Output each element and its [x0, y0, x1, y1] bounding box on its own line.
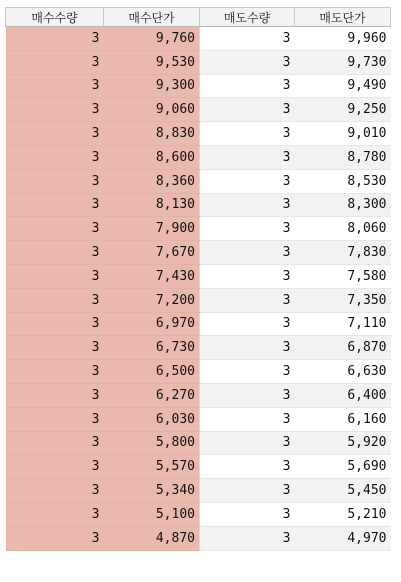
buy-qty-cell: 3	[6, 50, 104, 74]
table-row[interactable]	[6, 526, 391, 550]
sell-qty-cell: 3	[200, 98, 295, 122]
sell-price-cell: 6,870	[295, 336, 391, 360]
table-row[interactable]	[6, 145, 391, 169]
buy-qty-cell: 3	[6, 288, 104, 312]
sell-price-cell: 5,920	[295, 431, 391, 455]
buy-price-cell: 9,530	[104, 50, 200, 74]
buy-qty-cell: 3	[6, 98, 104, 122]
order-rows	[6, 27, 391, 551]
order-grid	[5, 7, 390, 551]
buy-price-cell: 5,800	[104, 431, 200, 455]
buy-price-cell: 8,130	[104, 193, 200, 217]
buy-qty-cell: 3	[6, 312, 104, 336]
sell-qty-cell: 3	[200, 502, 295, 526]
table-row[interactable]	[6, 288, 391, 312]
buy-qty-cell: 3	[6, 407, 104, 431]
buy-price-cell: 6,030	[104, 407, 200, 431]
table-row[interactable]	[6, 407, 391, 431]
buy-price-cell: 9,060	[104, 98, 200, 122]
table-row[interactable]	[6, 336, 391, 360]
buy-price-cell: 7,900	[104, 217, 200, 241]
sell-price-cell: 9,010	[295, 122, 391, 146]
buy-qty-cell: 3	[6, 502, 104, 526]
buy-price-cell: 9,300	[104, 74, 200, 98]
sell-price-cell: 9,490	[295, 74, 391, 98]
sell-qty-cell: 3	[200, 383, 295, 407]
sell-price-cell: 6,400	[295, 383, 391, 407]
buy-qty-cell: 3	[6, 526, 104, 550]
buy-qty-cell: 3	[6, 360, 104, 384]
table-row[interactable]	[6, 50, 391, 74]
sell-qty-cell: 3	[200, 431, 295, 455]
table-row[interactable]	[6, 502, 391, 526]
buy-price-cell: 5,570	[104, 455, 200, 479]
order-table	[5, 7, 391, 551]
buy-price-cell: 6,270	[104, 383, 200, 407]
table-row[interactable]	[6, 98, 391, 122]
buy-price-cell: 8,830	[104, 122, 200, 146]
buy-qty-cell: 3	[6, 479, 104, 503]
buy-price-cell: 9,760	[104, 27, 200, 51]
sell-price-cell: 8,060	[295, 217, 391, 241]
buy-qty-cell: 3	[6, 241, 104, 265]
sell-price-cell: 8,300	[295, 193, 391, 217]
buy-price-cell: 7,430	[104, 264, 200, 288]
buy-qty-cell: 3	[6, 74, 104, 98]
table-row[interactable]	[6, 122, 391, 146]
buy-price-cell: 6,970	[104, 312, 200, 336]
header-row	[6, 8, 391, 27]
table-row[interactable]	[6, 264, 391, 288]
header-sell-qty[interactable]: 매도수량	[200, 8, 295, 27]
table-row[interactable]	[6, 479, 391, 503]
sell-qty-cell: 3	[200, 407, 295, 431]
buy-qty-cell: 3	[6, 193, 104, 217]
sell-price-cell: 9,960	[295, 27, 391, 51]
sell-price-cell: 5,210	[295, 502, 391, 526]
sell-price-cell: 4,970	[295, 526, 391, 550]
sell-qty-cell: 3	[200, 264, 295, 288]
sell-qty-cell: 3	[200, 336, 295, 360]
buy-price-cell: 7,200	[104, 288, 200, 312]
sell-qty-cell: 3	[200, 526, 295, 550]
buy-price-cell: 4,870	[104, 526, 200, 550]
sell-price-cell: 7,830	[295, 241, 391, 265]
header-buy-price[interactable]: 매수단가	[104, 8, 200, 27]
buy-qty-cell: 3	[6, 455, 104, 479]
sell-qty-cell: 3	[200, 145, 295, 169]
sell-price-cell: 6,630	[295, 360, 391, 384]
header-sell-price[interactable]: 매도단가	[295, 8, 391, 27]
sell-price-cell: 9,250	[295, 98, 391, 122]
table-row[interactable]	[6, 74, 391, 98]
sell-qty-cell: 3	[200, 241, 295, 265]
sell-price-cell: 7,110	[295, 312, 391, 336]
table-row[interactable]	[6, 312, 391, 336]
buy-price-cell: 8,600	[104, 145, 200, 169]
buy-qty-cell: 3	[6, 145, 104, 169]
table-row[interactable]	[6, 431, 391, 455]
table-row[interactable]	[6, 455, 391, 479]
sell-price-cell: 8,530	[295, 169, 391, 193]
sell-qty-cell: 3	[200, 169, 295, 193]
table-row[interactable]	[6, 27, 391, 51]
buy-qty-cell: 3	[6, 169, 104, 193]
sell-price-cell: 8,780	[295, 145, 391, 169]
buy-price-cell: 6,500	[104, 360, 200, 384]
buy-qty-cell: 3	[6, 383, 104, 407]
table-row[interactable]	[6, 193, 391, 217]
sell-price-cell: 9,730	[295, 50, 391, 74]
sell-qty-cell: 3	[200, 479, 295, 503]
buy-qty-cell: 3	[6, 27, 104, 51]
buy-price-cell: 6,730	[104, 336, 200, 360]
sell-price-cell: 6,160	[295, 407, 391, 431]
sell-price-cell: 7,580	[295, 264, 391, 288]
header-buy-qty[interactable]: 매수수량	[6, 8, 104, 27]
buy-price-cell: 8,360	[104, 169, 200, 193]
sell-price-cell: 7,350	[295, 288, 391, 312]
table-row[interactable]	[6, 383, 391, 407]
sell-qty-cell: 3	[200, 217, 295, 241]
sell-qty-cell: 3	[200, 455, 295, 479]
sell-qty-cell: 3	[200, 360, 295, 384]
table-row[interactable]	[6, 360, 391, 384]
buy-qty-cell: 3	[6, 431, 104, 455]
sell-price-cell: 5,690	[295, 455, 391, 479]
sell-qty-cell: 3	[200, 193, 295, 217]
sell-price-cell: 5,450	[295, 479, 391, 503]
buy-qty-cell: 3	[6, 264, 104, 288]
buy-price-cell: 7,670	[104, 241, 200, 265]
table-row[interactable]	[6, 217, 391, 241]
sell-qty-cell: 3	[200, 27, 295, 51]
buy-qty-cell: 3	[6, 217, 104, 241]
sell-qty-cell: 3	[200, 122, 295, 146]
sell-qty-cell: 3	[200, 74, 295, 98]
buy-price-cell: 5,340	[104, 479, 200, 503]
table-row[interactable]	[6, 241, 391, 265]
sell-qty-cell: 3	[200, 50, 295, 74]
buy-price-cell: 5,100	[104, 502, 200, 526]
sell-qty-cell: 3	[200, 288, 295, 312]
buy-qty-cell: 3	[6, 336, 104, 360]
buy-qty-cell: 3	[6, 122, 104, 146]
table-row[interactable]	[6, 169, 391, 193]
sell-qty-cell: 3	[200, 312, 295, 336]
